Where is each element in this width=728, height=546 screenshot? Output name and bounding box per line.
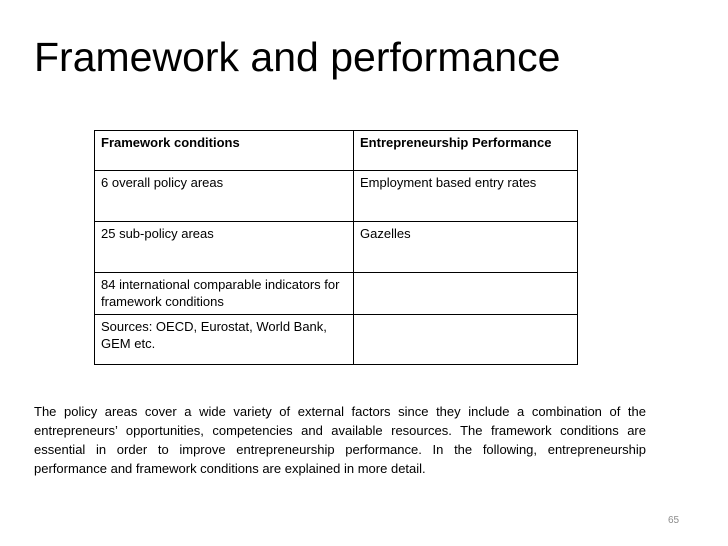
table-cell: Sources: OECD, Eurostat, World Bank, GEM etc. bbox=[95, 315, 354, 365]
table-cell bbox=[354, 315, 578, 365]
table-cell: 84 international comparable indicators for framework conditions bbox=[95, 273, 354, 315]
table-cell: Gazelles bbox=[354, 222, 578, 273]
framework-performance-table bbox=[94, 130, 578, 365]
slide-title: Framework and performance bbox=[34, 34, 561, 80]
table-header-row bbox=[95, 131, 578, 171]
table-cell: Employment based entry rates bbox=[354, 171, 578, 222]
header-framework-conditions: Framework conditions bbox=[95, 131, 354, 171]
table-row bbox=[95, 171, 578, 222]
table-row bbox=[95, 273, 578, 315]
header-entrepreneurship-performance: Entrepreneurship Performance bbox=[354, 131, 578, 171]
table-row bbox=[95, 222, 578, 273]
table-cell bbox=[354, 273, 578, 315]
table-cell: 25 sub-policy areas bbox=[95, 222, 354, 273]
table-row bbox=[95, 315, 578, 365]
description-paragraph: The policy areas cover a wide variety of external factors since they include a combination of the entrepreneurs’ opportunities, competencies and available resources. The framework conditions are essential in order to improve entrepreneurship performance. In the following, entrepreneurship performance and framework conditions are explained in more detail. bbox=[34, 404, 646, 476]
page-number: 65 bbox=[668, 515, 680, 526]
table-cell: 6 overall policy areas bbox=[95, 171, 354, 222]
